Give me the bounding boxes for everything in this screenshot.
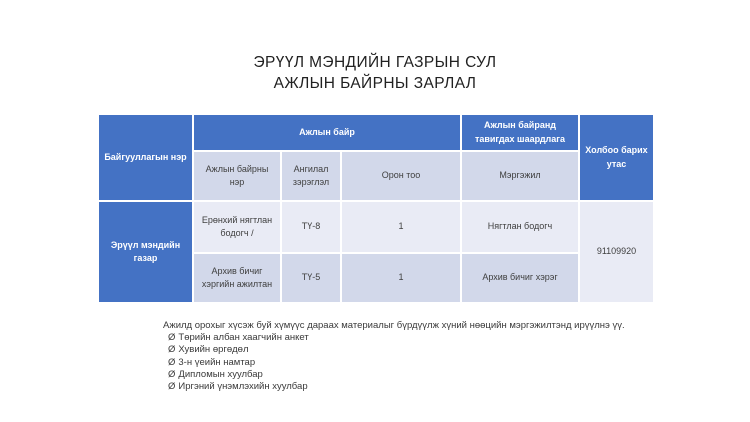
phone-cell: 91109920 [580,202,653,302]
subheader-positions: Орон тоо [342,152,460,200]
page-title-line-2: АЖЛЫН БАЙРНЫ ЗАРЛАЛ [273,75,477,92]
header-job-group: Ажлын байр [194,115,460,150]
cell-classification: ТҮ-8 [282,202,340,252]
subheader-classification: Ангилал зэрэглэл [282,152,340,200]
requirement-label: Дипломын хуулбар [178,368,263,380]
requirement-label: 3-н үеийн намтар [178,356,256,368]
subheader-profession: Мэргэжил [462,152,578,200]
subheader-job-title: Ажлын байрны нэр [194,152,280,200]
org-value-cell: Эрүүл мэндийн газар [99,202,192,302]
list-item [163,332,633,344]
table-header-row-1 [99,115,653,150]
list-item [163,381,633,393]
list-item [163,369,633,381]
cell-classification: ТҮ-5 [282,254,340,302]
cell-job-title: Ерөнхий нягтлан бодогч / [194,202,280,252]
page-title-line-1: ЭРҮҮЛ МЭНДИЙН ГАЗРЫН СУЛ [253,54,497,71]
header-org-name: Байгууллагын нэр [99,115,192,200]
cell-positions: 1 [342,254,460,302]
requirement-label: Төрийн албан хаагчийн анкет [178,332,309,344]
page-title [0,52,750,94]
list-item [163,344,633,356]
cell-job-title: Архив бичиг хэргийн ажилтан [194,254,280,302]
bullet-icon: Ø [168,332,176,344]
cell-profession: Архив бичиг хэрэг [462,254,578,302]
table-row [99,202,653,252]
cell-profession: Нягтлан бодогч [462,202,578,252]
header-contact: Холбоо барих утас [580,115,653,200]
bullet-icon: Ø [168,344,176,356]
vacancy-table [97,113,655,304]
requirements-block [163,320,633,393]
cell-positions: 1 [342,202,460,252]
requirement-label: Иргэний үнэмлэхийн хуулбар [178,381,308,393]
bullet-icon: Ø [168,368,176,380]
requirements-intro: Ажилд орохыг хүсэж буй хүмүүс дараах материалыг бүрдүүлж хүний нөөцийн мэргэжилтэнд ирүүлнэ үү. [163,320,625,331]
bullet-icon: Ø [168,356,176,368]
bullet-icon: Ø [168,381,176,393]
header-requirements-group: Ажлын байранд тавигдах шаардлага [462,115,578,150]
list-item [163,357,633,369]
requirement-label: Хувийн өргөдөл [178,344,249,356]
